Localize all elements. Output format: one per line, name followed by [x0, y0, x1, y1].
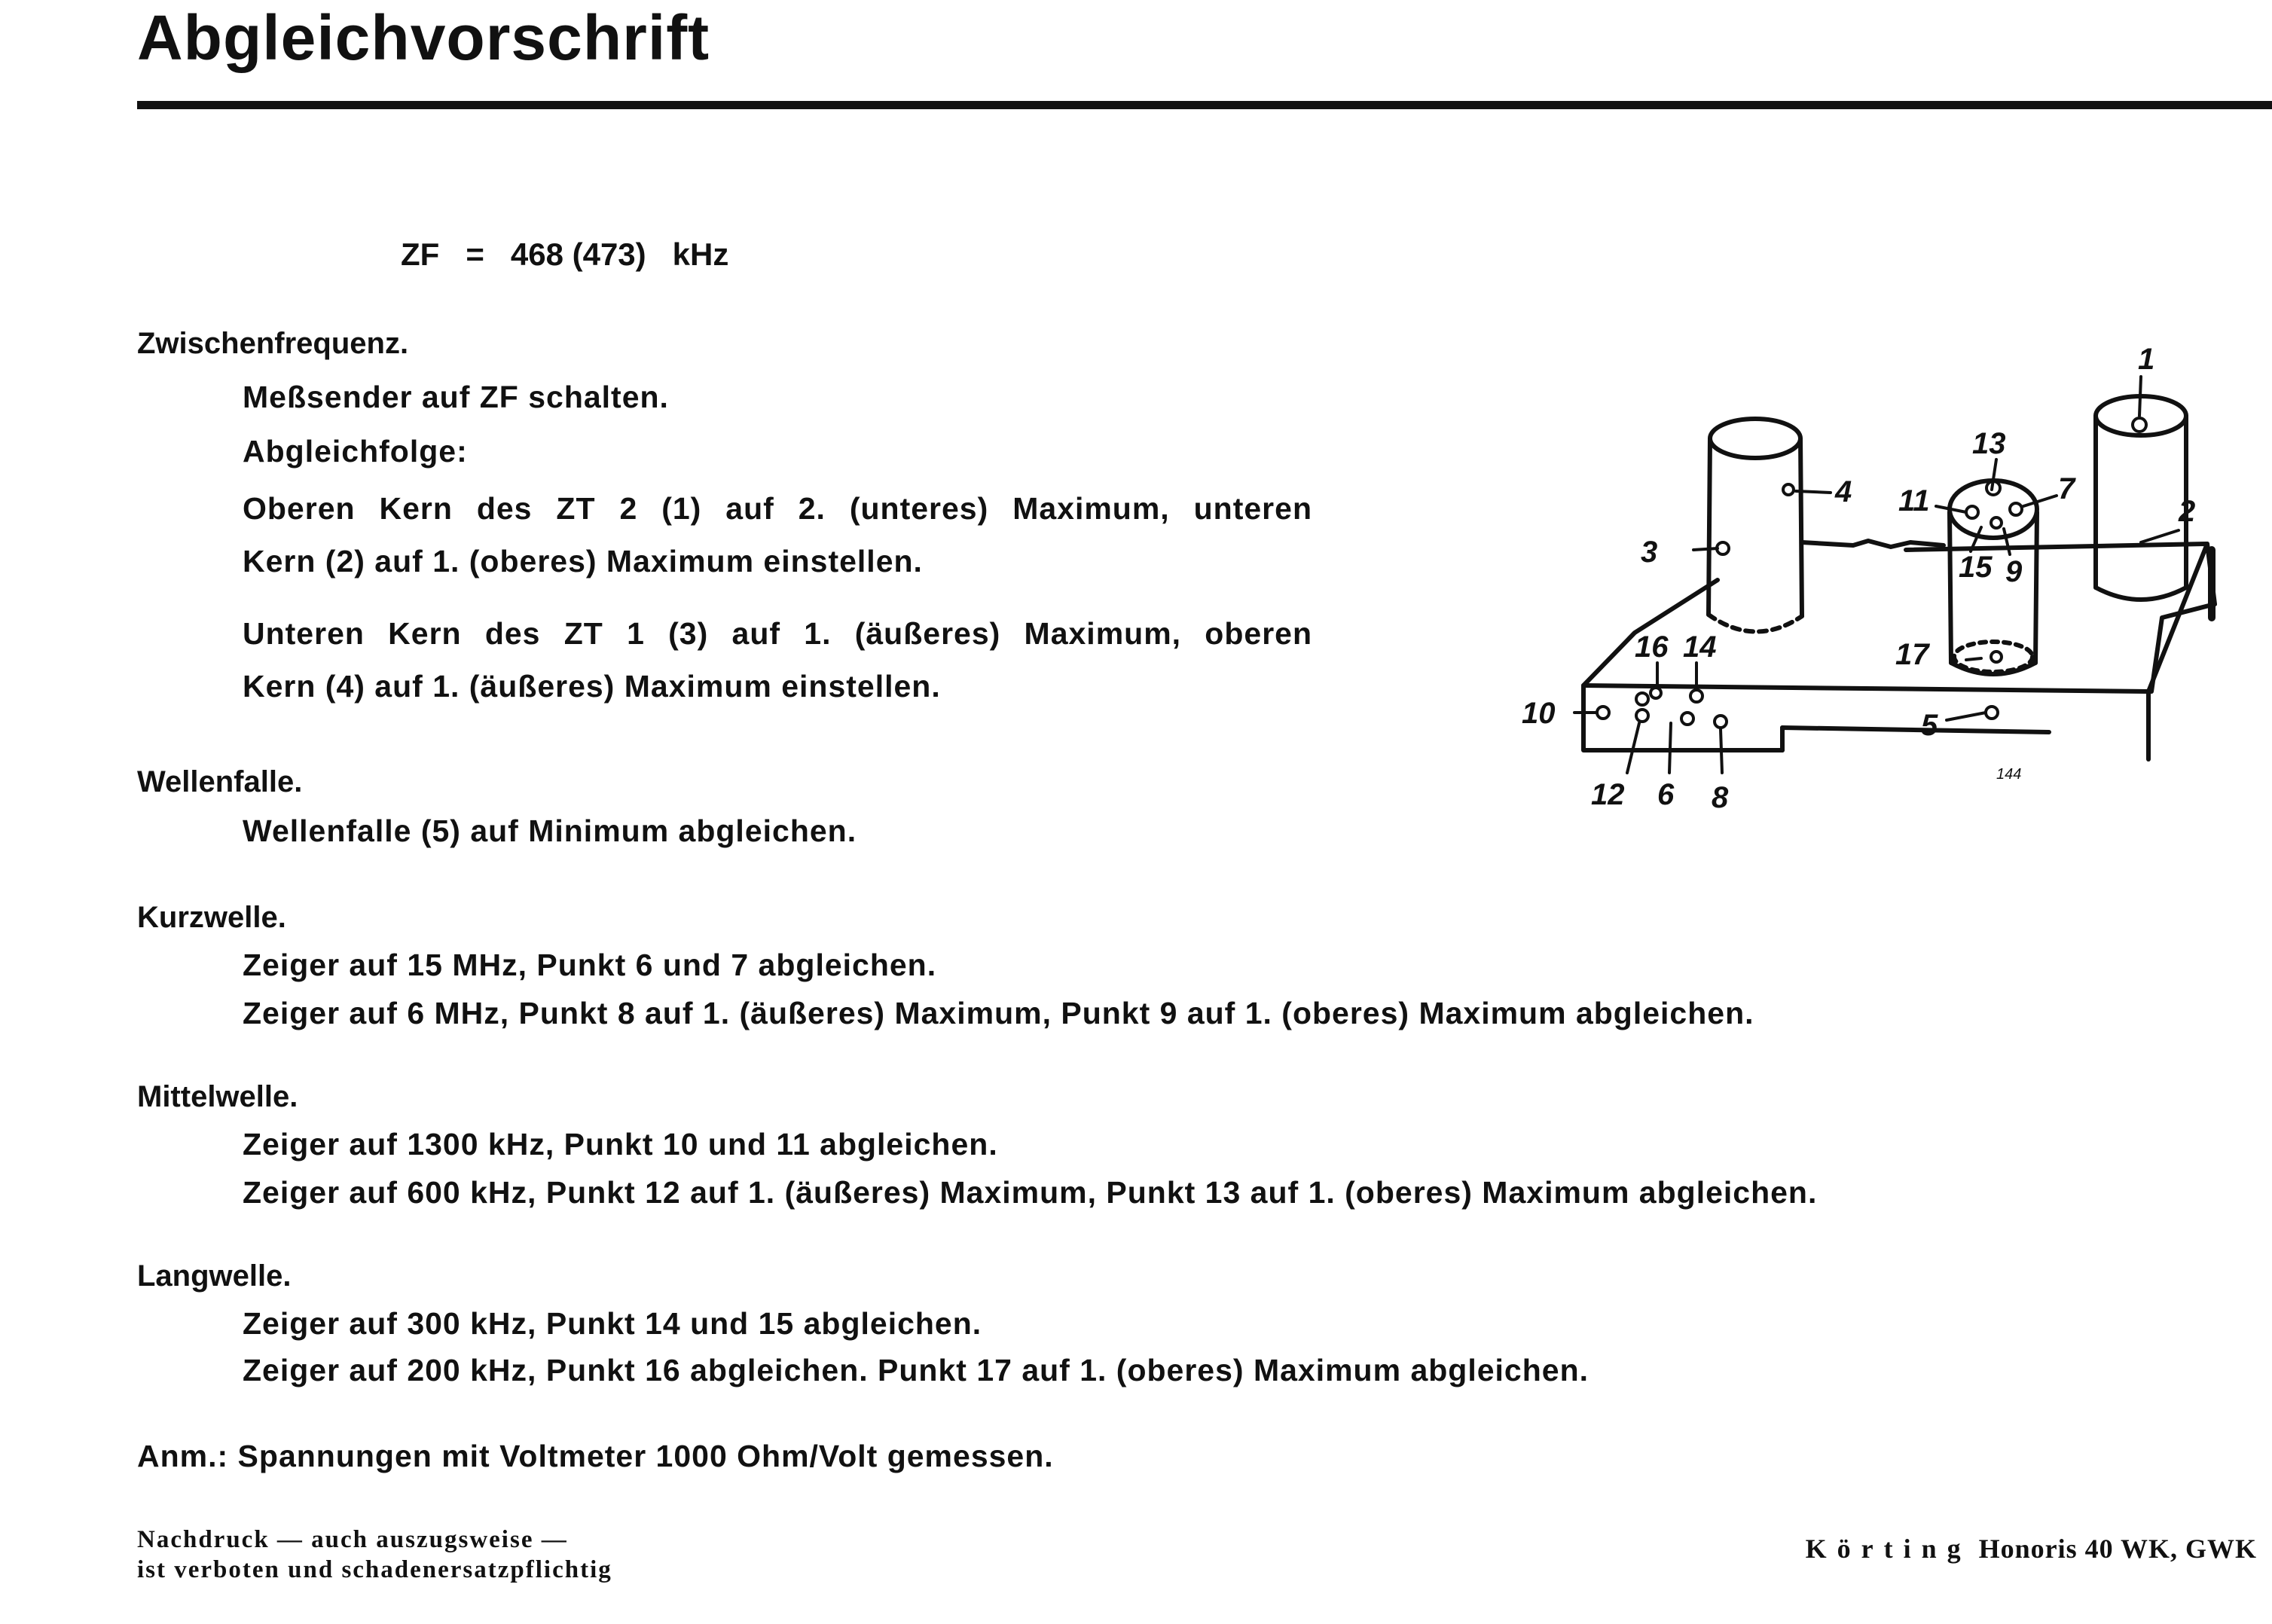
copyright-line-1: Nachdruck — auch auszugsweise — — [137, 1526, 568, 1553]
zf-line-1: Meßsender auf ZF schalten. — [243, 380, 669, 414]
zf-line-5: Unteren Kern des ZT 1 (3) auf 1. (äußeres) Maximum, oberen — [243, 616, 1312, 651]
zf-frequency-line: ZF = 468 (473) kHz — [401, 237, 729, 272]
page-title: Abgleichvorschrift — [137, 2, 710, 73]
copyright-notice — [137, 1525, 612, 1585]
label-3: 3 — [1641, 536, 1658, 569]
langwelle-line-1: Zeiger auf 300 kHz, Punkt 14 und 15 abgleichen. — [243, 1306, 982, 1341]
zf-line-6: Kern (4) auf 1. (äußeres) Maximum einstellen. — [243, 669, 941, 704]
label-7: 7 — [2058, 472, 2075, 505]
label-4: 4 — [1835, 475, 1852, 508]
label-5: 5 — [1921, 709, 1938, 742]
mittelwelle-line-1: Zeiger auf 1300 kHz, Punkt 10 und 11 abgleichen. — [243, 1127, 998, 1162]
label-14: 14 — [1683, 630, 1717, 664]
kurzwelle-line-1: Zeiger auf 15 MHz, Punkt 6 und 7 abgleichen. — [243, 948, 937, 982]
heading-wellenfalle: Wellenfalle. — [137, 765, 303, 798]
zf-line-2: Abgleichfolge: — [243, 434, 468, 469]
label-2: 2 — [2179, 495, 2196, 528]
note-label: Anm.: — [137, 1439, 229, 1473]
label-1: 1 — [2138, 343, 2155, 376]
heading-zwischenfrequenz: Zwischenfrequenz. — [137, 327, 409, 360]
label-6: 6 — [1657, 778, 1675, 811]
note-text: Spannungen mit Voltmeter 1000 Ohm/Volt gemessen. — [228, 1439, 1054, 1473]
label-17: 17 — [1895, 638, 1929, 671]
zf-line-4: Kern (2) auf 1. (oberes) Maximum einstellen. — [243, 544, 923, 578]
label-11: 11 — [1898, 484, 1930, 517]
kurzwelle-line-2: Zeiger auf 6 MHz, Punkt 8 auf 1. (äußeres) Maximum, Punkt 9 auf 1. (oberes) Maximum abgleichen. — [243, 996, 1754, 1030]
alignment-diagram — [1499, 331, 2237, 829]
model-designation — [1806, 1532, 2257, 1565]
label-9: 9 — [2005, 555, 2023, 588]
heading-kurzwelle: Kurzwelle. — [137, 901, 286, 934]
note-line — [137, 1434, 1054, 1478]
copyright-line-2: ist verboten und schadenersatzpflichtig — [137, 1556, 612, 1583]
drawing-number: 144 — [1996, 766, 2022, 783]
mittelwelle-line-2: Zeiger auf 600 kHz, Punkt 12 auf 1. (äußeres) Maximum, Punkt 13 auf 1. (oberes) Maximum abgleichen. — [243, 1175, 1818, 1210]
label-15: 15 — [1959, 551, 1993, 584]
wellenfalle-line-1: Wellenfalle (5) auf Minimum abgleichen. — [243, 814, 857, 848]
label-13: 13 — [1972, 427, 2006, 460]
label-8: 8 — [1712, 781, 1729, 814]
brand-name: Körting — [1805, 1534, 1971, 1564]
title-rule — [137, 101, 2272, 109]
zf-line-3: Oberen Kern des ZT 2 (1) auf 2. (unteres) Maximum, unteren — [243, 491, 1312, 526]
label-12: 12 — [1591, 778, 1625, 811]
label-10: 10 — [1522, 697, 1556, 730]
langwelle-line-2: Zeiger auf 200 kHz, Punkt 16 abgleichen. Punkt 17 auf 1. (oberes) Maximum abgleichen. — [243, 1353, 1589, 1387]
heading-mittelwelle: Mittelwelle. — [137, 1080, 298, 1113]
model-name: Honoris 40 WK, GWK — [1971, 1534, 2257, 1564]
heading-langwelle: Langwelle. — [137, 1259, 292, 1293]
label-16: 16 — [1635, 630, 1669, 664]
